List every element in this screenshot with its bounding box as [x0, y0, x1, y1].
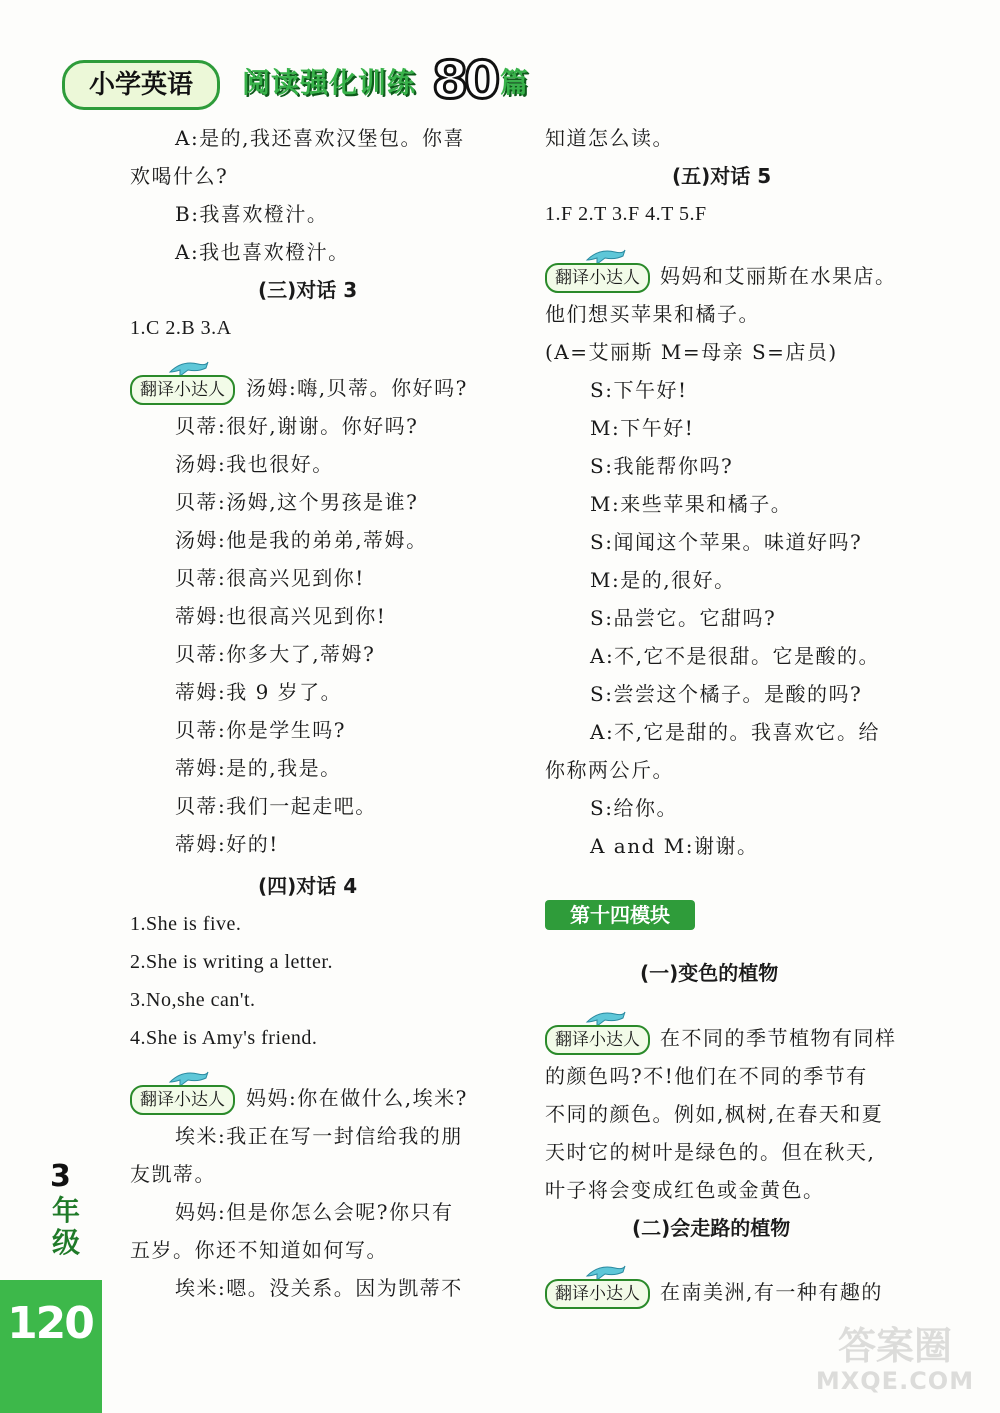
dialog-5-line-16: A and M:谢谢。: [590, 834, 759, 858]
brand-number: 80: [432, 51, 497, 111]
section-1-line-1: 在不同的季节植物有同样: [660, 1026, 897, 1050]
translator-badge: 翻译小达人: [130, 1085, 235, 1115]
dialog-3-line-4: 贝蒂:汤姆,这个男孩是谁?: [175, 490, 419, 514]
section-2-line-1: 在南美洲,有一种有趣的: [660, 1280, 883, 1304]
dialog-5-line-7: M:来些苹果和橘子。: [590, 492, 793, 516]
dialog-5-line-2: 他们想买苹果和橘子。: [545, 302, 760, 326]
dialog-5-line-4: S:下午好!: [590, 378, 688, 402]
dialog-4-answer-3: 3.No,she can't.: [130, 989, 256, 1011]
dialog-5-line-1: 妈妈和艾丽斯在水果店。: [660, 264, 897, 288]
dialog-3-line-3: 汤姆:我也很好。: [175, 452, 334, 476]
left-line-3: B:我喜欢橙汁。: [175, 202, 329, 226]
dialog-4-heading: (四)对话 4: [258, 874, 358, 898]
dialog-4-line-3: 友凯蒂。: [130, 1162, 216, 1186]
grade-number: 3: [50, 1159, 71, 1194]
dialog-3-line-6: 贝蒂:很高兴见到你!: [175, 566, 365, 590]
section-1-title: (一)变色的植物: [640, 961, 779, 985]
dialog-4-line-4: 妈妈:但是你怎么会呢?你只有: [175, 1200, 454, 1224]
page-number: 120: [7, 1298, 93, 1349]
dialog-3-line-1: 汤姆:嗨,贝蒂。你好吗?: [246, 376, 468, 400]
dialog-3-line-13: 蒂姆:好的!: [175, 832, 279, 856]
module-title: 第十四模块: [545, 900, 695, 930]
dialog-4-line-2: 埃米:我正在写一封信给我的朋: [175, 1124, 463, 1148]
translator-badge: 翻译小达人: [545, 263, 650, 293]
dialog-3-line-10: 贝蒂:你是学生吗?: [175, 718, 346, 742]
dialog-5-answers: 1.F 2.T 3.F 4.T 5.F: [545, 203, 707, 225]
translator-badge: 翻译小达人: [545, 1025, 650, 1055]
translator-badge: 翻译小达人: [130, 375, 235, 405]
dialog-3-line-12: 贝蒂:我们一起走吧。: [175, 794, 377, 818]
brand-suffix: 篇: [500, 66, 529, 99]
series-label: 小学英语: [62, 60, 220, 110]
dialog-5-line-10: S:品尝它。它甜吗?: [590, 606, 777, 630]
dialog-5-line-11: A:不,它不是很甜。它是酸的。: [590, 644, 881, 668]
dialog-5-line-14: 你称两公斤。: [545, 758, 674, 782]
watermark-logo: 答案圈: [837, 1324, 952, 1368]
dialog-5-line-9: M:是的,很好。: [590, 568, 736, 592]
dialog-5-line-8: S:闻闻这个苹果。味道好吗?: [590, 530, 863, 554]
dialog-5-line-15: S:给你。: [590, 796, 678, 820]
right-line-1: 知道怎么读。: [545, 126, 674, 150]
section-2-title: (二)会走路的植物: [632, 1216, 791, 1240]
dialog-4-answer-4: 4.She is Amy's friend.: [130, 1027, 318, 1049]
dialog-3-line-2: 贝蒂:很好,谢谢。你好吗?: [175, 414, 419, 438]
dialog-5-line-5: M:下午好!: [590, 416, 695, 440]
dialog-3-heading: (三)对话 3: [258, 278, 358, 302]
dialog-3-line-11: 蒂姆:是的,我是。: [175, 756, 342, 780]
watermark-url: MXQE.COM: [815, 1367, 975, 1395]
dialog-3-line-8: 贝蒂:你多大了,蒂姆?: [175, 642, 376, 666]
watermark: [795, 1325, 995, 1405]
dialog-5-line-3: (A=艾丽斯 M=母亲 S=店员): [545, 340, 838, 364]
dialog-5-heading: (五)对话 5: [672, 164, 772, 188]
brand-title: 阅读强化训练: [242, 66, 417, 99]
translator-badge: 翻译小达人: [545, 1279, 650, 1309]
dialog-3-line-7: 蒂姆:也很高兴见到你!: [175, 604, 387, 628]
dialog-3-line-5: 汤姆:他是我的弟弟,蒂姆。: [175, 528, 428, 552]
section-1-line-3: 不同的颜色。例如,枫树,在春天和夏: [545, 1102, 884, 1126]
section-1-line-5: 叶子将会变成红色或金黄色。: [545, 1178, 825, 1202]
dialog-4-answer-2: 2.She is writing a letter.: [130, 951, 333, 973]
dialog-3-line-9: 蒂姆:我 9 岁了。: [175, 680, 343, 704]
section-1-line-2: 的颜色吗?不!他们在不同的季节有: [545, 1064, 868, 1088]
dialog-5-line-12: S:尝尝这个橘子。是酸的吗?: [590, 682, 863, 706]
grade-label: 年级: [52, 1194, 81, 1259]
dialog-5-line-13: A:不,它是甜的。我喜欢它。给: [590, 720, 881, 744]
dialog-4-answer-1: 1.She is five.: [130, 913, 242, 935]
left-line-4: A:我也喜欢橙汁。: [175, 240, 350, 264]
left-line-1: A:是的,我还喜欢汉堡包。你喜: [175, 126, 466, 150]
dialog-4-line-5: 五岁。你还不知道如何写。: [130, 1238, 388, 1262]
section-1-line-4: 天时它的树叶是绿色的。但在秋天,: [545, 1140, 876, 1164]
dialog-4-line-6: 埃米:嗯。没关系。因为凯蒂不: [175, 1276, 463, 1300]
dialog-5-line-6: S:我能帮你吗?: [590, 454, 734, 478]
dialog-4-line-1: 妈妈:你在做什么,埃米?: [246, 1086, 468, 1110]
left-line-2: 欢喝什么?: [130, 164, 229, 188]
dialog-3-answers: 1.C 2.B 3.A: [130, 317, 232, 339]
